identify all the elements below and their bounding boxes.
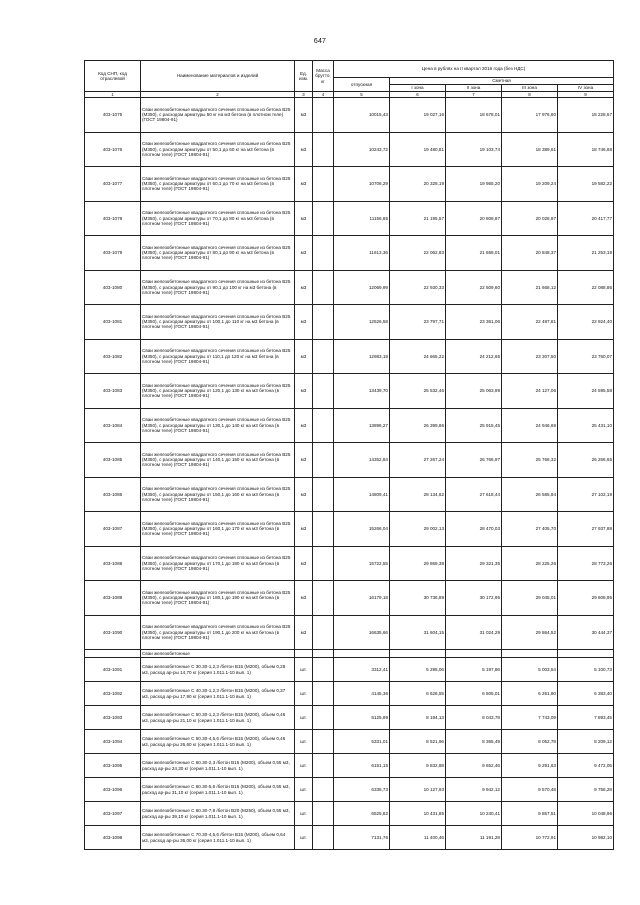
table-row xyxy=(85,339,614,374)
row-zone-3-price: 8 052,78 xyxy=(502,730,558,754)
row-unit: шт. xyxy=(295,706,313,730)
row-mass xyxy=(313,98,334,133)
table-row xyxy=(85,658,614,682)
header-zone-4: IV зона xyxy=(558,85,614,92)
group-empty-cell xyxy=(334,650,390,658)
row-zone-2-price: 22 509,60 xyxy=(446,270,502,305)
row-code: 403-1091 xyxy=(85,658,141,682)
row-unit: шт. xyxy=(295,826,313,850)
row-zone-2-price: 26 766,97 xyxy=(446,443,502,478)
header-zone-1: I зона xyxy=(390,85,446,92)
row-release-price: 7131,76 xyxy=(334,826,390,850)
row-unit: м3 xyxy=(295,339,313,374)
table-row xyxy=(85,305,614,340)
table-row xyxy=(85,201,614,236)
row-zone-4-price: 29 608,95 xyxy=(558,581,614,616)
table-row xyxy=(85,374,614,409)
row-zone-3-price: 22 487,81 xyxy=(502,305,558,340)
row-zone-4-price: 9 756,28 xyxy=(558,778,614,802)
row-zone-3-price: 27 405,70 xyxy=(502,512,558,547)
row-code: 403-1079 xyxy=(85,236,141,271)
column-number: 6 xyxy=(390,92,446,98)
row-zone-1-price: 8 194,13 xyxy=(390,706,446,730)
row-code: 403-1075 xyxy=(85,98,141,133)
row-name: Сваи железобетонные С 60.30-7,8 /бетон В20 (М250), объем 0,55 м3, расход ар-ры 39,10 кг (серия 1.011.1-10 вып. 1) xyxy=(141,802,295,826)
row-mass xyxy=(313,754,334,778)
row-name: Сваи железобетонные квадратного сечения сплошные из бетона В25 (М350), с расходом арматуры от 80,1 до 90 кг на м3 бетона (в плотном теле) (ГОСТ 19804-91) xyxy=(141,236,295,271)
row-zone-3-price: 18 389,61 xyxy=(502,132,558,167)
row-release-price: 15266,04 xyxy=(334,512,390,547)
row-release-price: 12983,19 xyxy=(334,339,390,374)
row-release-price: 5331,01 xyxy=(334,730,390,754)
row-code: 403-1090 xyxy=(85,615,141,650)
row-mass xyxy=(313,270,334,305)
row-zone-1-price: 26 399,86 xyxy=(390,408,446,443)
table-row xyxy=(85,754,614,778)
row-release-price: 11156,85 xyxy=(334,201,390,236)
row-code: 403-1076 xyxy=(85,132,141,167)
row-mass xyxy=(313,339,334,374)
row-mass xyxy=(313,682,334,706)
row-zone-4-price: 8 209,12 xyxy=(558,730,614,754)
row-name: Сваи железобетонные С 50.30-1,2,3 /бетон В15 (М200), объем 0,46 м3, расход ар-ры 21,10 кг (серия 1.011.1-10 вып. 1) xyxy=(141,706,295,730)
row-mass xyxy=(313,443,334,478)
row-name: Сваи железобетонные квадратного сечения сплошные из бетона В25 (М350), с расходом арматуры от 70,1 до 80 кг на м3 бетона (в плотном теле) (ГОСТ 19804-91) xyxy=(141,201,295,236)
row-zone-3-price: 24 127,06 xyxy=(502,374,558,409)
row-release-price: 14809,41 xyxy=(334,477,390,512)
row-zone-2-price: 29 321,35 xyxy=(446,546,502,581)
row-mass xyxy=(313,132,334,167)
row-release-price: 6335,73 xyxy=(334,778,390,802)
row-zone-2-price: 23 361,06 xyxy=(446,305,502,340)
row-zone-3-price: 26 585,94 xyxy=(502,477,558,512)
header-mass: Масса брутто, кг xyxy=(313,61,334,92)
row-zone-2-price: 30 172,95 xyxy=(446,581,502,616)
row-unit: м3 xyxy=(295,132,313,167)
row-zone-3-price: 23 307,50 xyxy=(502,339,558,374)
row-code: 403-1078 xyxy=(85,201,141,236)
row-zone-4-price: 27 102,19 xyxy=(558,477,614,512)
row-release-price: 3312,41 xyxy=(334,658,390,682)
row-unit: м3 xyxy=(295,236,313,271)
table-header xyxy=(85,61,614,98)
table-row xyxy=(85,270,614,305)
row-zone-1-price: 23 797,71 xyxy=(390,305,446,340)
row-zone-2-price: 5 197,86 xyxy=(446,658,502,682)
row-code: 403-1095 xyxy=(85,754,141,778)
row-zone-4-price: 20 417,77 xyxy=(558,201,614,236)
row-zone-3-price: 29 864,52 xyxy=(502,615,558,650)
row-zone-1-price: 22 062,83 xyxy=(390,236,446,271)
row-zone-2-price: 25 915,45 xyxy=(446,408,502,443)
row-zone-3-price: 7 743,09 xyxy=(502,706,558,730)
row-unit: шт. xyxy=(295,802,313,826)
row-name: Сваи железобетонные квадратного сечения сплошные из бетона В25 (М350), с расходом арматуры 50 кг на м3 бетона (в плотном теле) (ГОСТ 19804-91) xyxy=(141,98,295,133)
row-name: Сваи железобетонные С 60.30-2,3 /бетон В15 (М200), объем 0,55 м3, расход ар-ры 24,30 кг (серия 1.011.1-10 вып. 1) xyxy=(141,754,295,778)
row-zone-1-price: 22 930,33 xyxy=(390,270,446,305)
row-zone-3-price: 10 772,91 xyxy=(502,826,558,850)
table-row xyxy=(85,682,614,706)
row-zone-1-price: 10 127,93 xyxy=(390,778,446,802)
row-zone-1-price: 29 002,13 xyxy=(390,512,446,547)
group-empty-cell xyxy=(390,650,446,658)
row-mass xyxy=(313,236,334,271)
row-zone-2-price: 8 365,49 xyxy=(446,730,502,754)
row-unit: шт. xyxy=(295,778,313,802)
row-zone-2-price: 9 652,46 xyxy=(446,754,502,778)
row-mass xyxy=(313,615,334,650)
header-zone-2: II зона xyxy=(446,85,502,92)
row-mass xyxy=(313,778,334,802)
row-mass xyxy=(313,305,334,340)
row-unit: шт. xyxy=(295,754,313,778)
row-name: Сваи железобетонные квадратного сечения сплошные из бетона В25 (М350), с расходом арматуры от 100,1 до 110 кг на м3 бетона (в плотном теле) (ГОСТ 19804-91) xyxy=(141,305,295,340)
row-name: Сваи железобетонные квадратного сечения сплошные из бетона В25 (М350), с расходом арматуры от 150,1 до 160 кг на м3 бетона (в плотном теле) (ГОСТ 19804-91) xyxy=(141,477,295,512)
row-unit: м3 xyxy=(295,477,313,512)
row-zone-4-price: 26 266,65 xyxy=(558,443,614,478)
column-number: 1 xyxy=(85,92,141,98)
table-row xyxy=(85,167,614,202)
row-unit: м3 xyxy=(295,270,313,305)
row-zone-2-price: 28 470,03 xyxy=(446,512,502,547)
row-zone-1-price: 31 604,15 xyxy=(390,615,446,650)
row-code: 403-1094 xyxy=(85,730,141,754)
column-number: 2 xyxy=(141,92,295,98)
row-release-price: 5125,99 xyxy=(334,706,390,730)
row-release-price: 10243,72 xyxy=(334,132,390,167)
table-row xyxy=(85,236,614,271)
row-zone-4-price: 7 893,45 xyxy=(558,706,614,730)
row-zone-3-price: 9 291,63 xyxy=(502,754,558,778)
row-zone-1-price: 8 521,96 xyxy=(390,730,446,754)
row-zone-2-price: 19 955,20 xyxy=(446,167,502,202)
row-zone-1-price: 6 626,55 xyxy=(390,682,446,706)
column-number: 9 xyxy=(558,92,614,98)
group-label: Сваи железобетонные xyxy=(141,650,295,658)
row-zone-2-price: 11 191,28 xyxy=(446,826,502,850)
row-release-price: 4145,36 xyxy=(334,682,390,706)
group-row xyxy=(85,650,614,658)
row-zone-3-price: 17 976,60 xyxy=(502,98,558,133)
group-empty-cell xyxy=(446,650,502,658)
row-unit: м3 xyxy=(295,201,313,236)
row-zone-4-price: 22 924,40 xyxy=(558,305,614,340)
row-zone-3-price: 9 570,48 xyxy=(502,778,558,802)
row-zone-2-price: 18 678,01 xyxy=(446,98,502,133)
row-unit: м3 xyxy=(295,581,313,616)
table-row xyxy=(85,581,614,616)
row-unit: шт. xyxy=(295,658,313,682)
row-release-price: 6151,15 xyxy=(334,754,390,778)
row-mass xyxy=(313,408,334,443)
row-name: Сваи железобетонные квадратного сечения сплошные из бетона В25 (М350), с расходом арматуры от 140,1 до 150 кг на м3 бетона (в плотном теле) (ГОСТ 19804-91) xyxy=(141,443,295,478)
table-row xyxy=(85,408,614,443)
row-release-price: 16179,18 xyxy=(334,581,390,616)
row-zone-2-price: 25 063,99 xyxy=(446,374,502,409)
row-release-price: 10706,29 xyxy=(334,167,390,202)
group-empty-cell xyxy=(558,650,614,658)
row-zone-4-price: 27 937,88 xyxy=(558,512,614,547)
row-zone-1-price: 5 295,06 xyxy=(390,658,446,682)
row-zone-3-price: 6 261,80 xyxy=(502,682,558,706)
header-name: Наименование материалов и изделий xyxy=(141,61,295,92)
row-zone-4-price: 18 228,57 xyxy=(558,98,614,133)
row-zone-2-price: 31 024,29 xyxy=(446,615,502,650)
row-mass xyxy=(313,802,334,826)
row-unit: м3 xyxy=(295,374,313,409)
row-unit: м3 xyxy=(295,167,313,202)
group-empty-cell xyxy=(295,650,313,658)
row-zone-4-price: 18 746,68 xyxy=(558,132,614,167)
row-name: Сваи железобетонные квадратного сечения сплошные из бетона В25 (М350), с расходом арматуры от 130,1 до 140 кг на м3 бетона (в плотном теле) (ГОСТ 19804-91) xyxy=(141,408,295,443)
row-zone-1-price: 29 869,38 xyxy=(390,546,446,581)
column-number: 4 xyxy=(313,92,334,98)
row-name: Сваи железобетонные квадратного сечения сплошные из бетона В25 (М350), с расходом арматуры от 50,1 до 60 кг на м3 бетона (в плотном теле) (ГОСТ 19804-91) xyxy=(141,132,295,167)
row-name: Сваи железобетонные квадратного сечения сплошные из бетона В25 (М350), с расходом арматуры от 90,1 до 100 кг на м3 бетона (в плотном теле) (ГОСТ 19804-91) xyxy=(141,270,295,305)
row-zone-4-price: 28 773,26 xyxy=(558,546,614,581)
row-name: Сваи железобетонные квадратного сечения сплошные из бетона В25 (М350), с расходом арматуры от 170,1 до 180 кг на м3 бетона (в плотном теле) (ГОСТ 19804-91) xyxy=(141,546,295,581)
row-unit: м3 xyxy=(295,512,313,547)
row-zone-4-price: 10 048,96 xyxy=(558,802,614,826)
row-code: 403-1089 xyxy=(85,581,141,616)
row-zone-3-price: 21 668,12 xyxy=(502,270,558,305)
row-zone-4-price: 30 444,37 xyxy=(558,615,614,650)
row-mass xyxy=(313,826,334,850)
table-row xyxy=(85,477,614,512)
row-zone-4-price: 25 431,10 xyxy=(558,408,614,443)
row-unit: шт. xyxy=(295,730,313,754)
row-mass xyxy=(313,374,334,409)
row-release-price: 12069,99 xyxy=(334,270,390,305)
row-release-price: 16635,66 xyxy=(334,615,390,650)
table-row xyxy=(85,132,614,167)
row-zone-4-price: 24 595,58 xyxy=(558,374,614,409)
row-release-price: 11613,36 xyxy=(334,236,390,271)
row-zone-1-price: 21 195,57 xyxy=(390,201,446,236)
row-unit: м3 xyxy=(295,546,313,581)
row-code: 403-1083 xyxy=(85,374,141,409)
group-code xyxy=(85,650,141,658)
row-mass xyxy=(313,201,334,236)
row-zone-1-price: 19 480,81 xyxy=(390,132,446,167)
row-mass xyxy=(313,546,334,581)
row-zone-3-price: 20 848,37 xyxy=(502,236,558,271)
row-code: 403-1093 xyxy=(85,706,141,730)
row-mass xyxy=(313,730,334,754)
row-zone-1-price: 20 328,19 xyxy=(390,167,446,202)
row-zone-1-price: 19 027,16 xyxy=(390,98,446,133)
row-name: Сваи железобетонные С 50.30-4,5,6 /бетон В15 (М200), объем 0,46 м3, расход ар-ры 26,60 кг (серия 1.011.1-10 вып. 1) xyxy=(141,730,295,754)
row-code: 403-1096 xyxy=(85,778,141,802)
column-number: 7 xyxy=(446,92,502,98)
row-zone-2-price: 21 658,01 xyxy=(446,236,502,271)
row-zone-3-price: 9 857,51 xyxy=(502,802,558,826)
row-unit: м3 xyxy=(295,443,313,478)
row-code: 403-1084 xyxy=(85,408,141,443)
row-release-price: 13439,70 xyxy=(334,374,390,409)
row-code: 403-1082 xyxy=(85,339,141,374)
row-zone-4-price: 21 253,19 xyxy=(558,236,614,271)
row-zone-3-price: 19 209,24 xyxy=(502,167,558,202)
row-release-price: 12526,58 xyxy=(334,305,390,340)
table-row xyxy=(85,98,614,133)
row-mass xyxy=(313,477,334,512)
row-code: 403-1087 xyxy=(85,512,141,547)
header-unit: Ед. изм. xyxy=(295,61,313,92)
row-zone-1-price: 24 665,22 xyxy=(390,339,446,374)
row-code: 403-1088 xyxy=(85,546,141,581)
row-code: 403-1086 xyxy=(85,477,141,512)
row-code: 403-1092 xyxy=(85,682,141,706)
row-name: Сваи железобетонные С 30.30-1,2,3 /бетон В15 (М200), объем 0,28 м3, расход ар-ры 14,70 кг (серия 1.011.1-10 вып. 1) xyxy=(141,658,295,682)
row-zone-3-price: 28 225,26 xyxy=(502,546,558,581)
row-zone-3-price: 24 946,69 xyxy=(502,408,558,443)
row-zone-4-price: 5 100,73 xyxy=(558,658,614,682)
row-zone-3-price: 29 045,01 xyxy=(502,581,558,616)
table-row xyxy=(85,802,614,826)
row-code: 403-1085 xyxy=(85,443,141,478)
row-unit: м3 xyxy=(295,305,313,340)
row-release-price: 10015,43 xyxy=(334,98,390,133)
table-body xyxy=(85,98,614,850)
row-zone-2-price: 19 103,74 xyxy=(446,132,502,167)
page-number: 647 xyxy=(313,38,327,45)
row-mass xyxy=(313,167,334,202)
row-name: Сваи железобетонные квадратного сечения сплошные из бетона В25 (М350), с расходом арматуры от 110,1 до 120 кг на м3 бетона (в плотном теле) (ГОСТ 19804-91) xyxy=(141,339,295,374)
row-mass xyxy=(313,581,334,616)
table-row xyxy=(85,706,614,730)
row-zone-2-price: 9 942,12 xyxy=(446,778,502,802)
header-price-title: Цена в рублях на II квартал 2016 года (без НДС) xyxy=(334,61,614,78)
header-release-price: отпускная xyxy=(334,78,390,92)
table-row xyxy=(85,730,614,754)
row-zone-1-price: 11 400,46 xyxy=(390,826,446,850)
row-mass xyxy=(313,658,334,682)
row-name: Сваи железобетонные С 60.30-5,6 /бетон В15 (М200), объем 0,55 м3, расход ар-ры 31,10 кг (серия 1.011.1-10 вып. 1) xyxy=(141,778,295,802)
row-code: 403-1080 xyxy=(85,270,141,305)
row-mass xyxy=(313,706,334,730)
row-name: Сваи железобетонные С 40.30-1,2,3 /бетон В15 (М200), объем 0,37 м3, расход ар-ры 17,90 кг (серия 1.011.1-10 вып. 1) xyxy=(141,682,295,706)
row-zone-1-price: 28 134,62 xyxy=(390,477,446,512)
row-zone-2-price: 24 212,65 xyxy=(446,339,502,374)
row-release-price: 6525,82 xyxy=(334,802,390,826)
row-name: Сваи железобетонные квадратного сечения сплошные из бетона В25 (М350), с расходом арматуры от 160,1 до 170 кг на м3 бетона (в плотном теле) (ГОСТ 19804-91) xyxy=(141,512,295,547)
price-table xyxy=(84,60,614,850)
row-name: Сваи железобетонные С 70.30-4,5,6 /бетон В15 (М200), объем 0,64 м3, расход ар-ры 36,00 кг (серия 1.011.1-10 вып. 1) xyxy=(141,826,295,850)
row-zone-4-price: 6 383,40 xyxy=(558,682,614,706)
row-zone-4-price: 22 088,86 xyxy=(558,270,614,305)
header-estimate-price: Сметная xyxy=(390,78,614,85)
row-zone-2-price: 20 808,87 xyxy=(446,201,502,236)
header-code: Код СНП, код отраслевой xyxy=(85,61,141,92)
row-unit: м3 xyxy=(295,615,313,650)
row-unit: м3 xyxy=(295,98,313,133)
row-zone-2-price: 6 505,01 xyxy=(446,682,502,706)
row-zone-3-price: 20 028,87 xyxy=(502,201,558,236)
table-row xyxy=(85,778,614,802)
group-empty-cell xyxy=(502,650,558,658)
row-zone-1-price: 10 431,85 xyxy=(390,802,446,826)
row-zone-4-price: 23 760,07 xyxy=(558,339,614,374)
column-number: 3 xyxy=(295,92,313,98)
row-release-price: 15722,55 xyxy=(334,546,390,581)
row-name: Сваи железобетонные квадратного сечения сплошные из бетона В25 (М350), с расходом арматуры от 120,1 до 130 кг на м3 бетона (в плотном теле) (ГОСТ 19804-91) xyxy=(141,374,295,409)
row-code: 403-1081 xyxy=(85,305,141,340)
row-unit: шт. xyxy=(295,682,313,706)
row-name: Сваи железобетонные квадратного сечения сплошные из бетона В25 (М350), с расходом арматуры от 180,1 до 190 кг на м3 бетона (в плотном теле) (ГОСТ 19804-91) xyxy=(141,581,295,616)
table-row xyxy=(85,512,614,547)
column-number: 5 xyxy=(334,92,390,98)
group-empty-cell xyxy=(313,650,334,658)
row-zone-2-price: 27 618,44 xyxy=(446,477,502,512)
header-zone-3: III зона xyxy=(502,85,558,92)
row-zone-1-price: 9 832,88 xyxy=(390,754,446,778)
row-zone-4-price: 19 582,22 xyxy=(558,167,614,202)
row-mass xyxy=(313,512,334,547)
row-zone-3-price: 5 003,54 xyxy=(502,658,558,682)
row-code: 403-1077 xyxy=(85,167,141,202)
row-release-price: 14352,84 xyxy=(334,443,390,478)
row-zone-2-price: 10 240,41 xyxy=(446,802,502,826)
row-zone-1-price: 25 532,46 xyxy=(390,374,446,409)
row-release-price: 13896,27 xyxy=(334,408,390,443)
row-zone-3-price: 25 766,32 xyxy=(502,443,558,478)
row-zone-1-price: 30 736,89 xyxy=(390,581,446,616)
table-row xyxy=(85,546,614,581)
table-row xyxy=(85,826,614,850)
column-number: 8 xyxy=(502,92,558,98)
row-code: 403-1097 xyxy=(85,802,141,826)
row-name: Сваи железобетонные квадратного сечения сплошные из бетона В25 (М350), с расходом арматуры от 190,1 до 200 кг на м3 бетона (в плотном теле) (ГОСТ 19804-91) xyxy=(141,615,295,650)
table-row xyxy=(85,443,614,478)
row-unit: м3 xyxy=(295,408,313,443)
row-zone-1-price: 27 267,24 xyxy=(390,443,446,478)
row-name: Сваи железобетонные квадратного сечения сплошные из бетона В25 (М350), с расходом арматуры от 60,1 до 70 кг на м3 бетона (в плотном теле) (ГОСТ 19804-91) xyxy=(141,167,295,202)
row-zone-4-price: 9 472,05 xyxy=(558,754,614,778)
row-zone-2-price: 8 043,78 xyxy=(446,706,502,730)
row-zone-4-price: 10 982,10 xyxy=(558,826,614,850)
table-row xyxy=(85,615,614,650)
row-code: 403-1098 xyxy=(85,826,141,850)
